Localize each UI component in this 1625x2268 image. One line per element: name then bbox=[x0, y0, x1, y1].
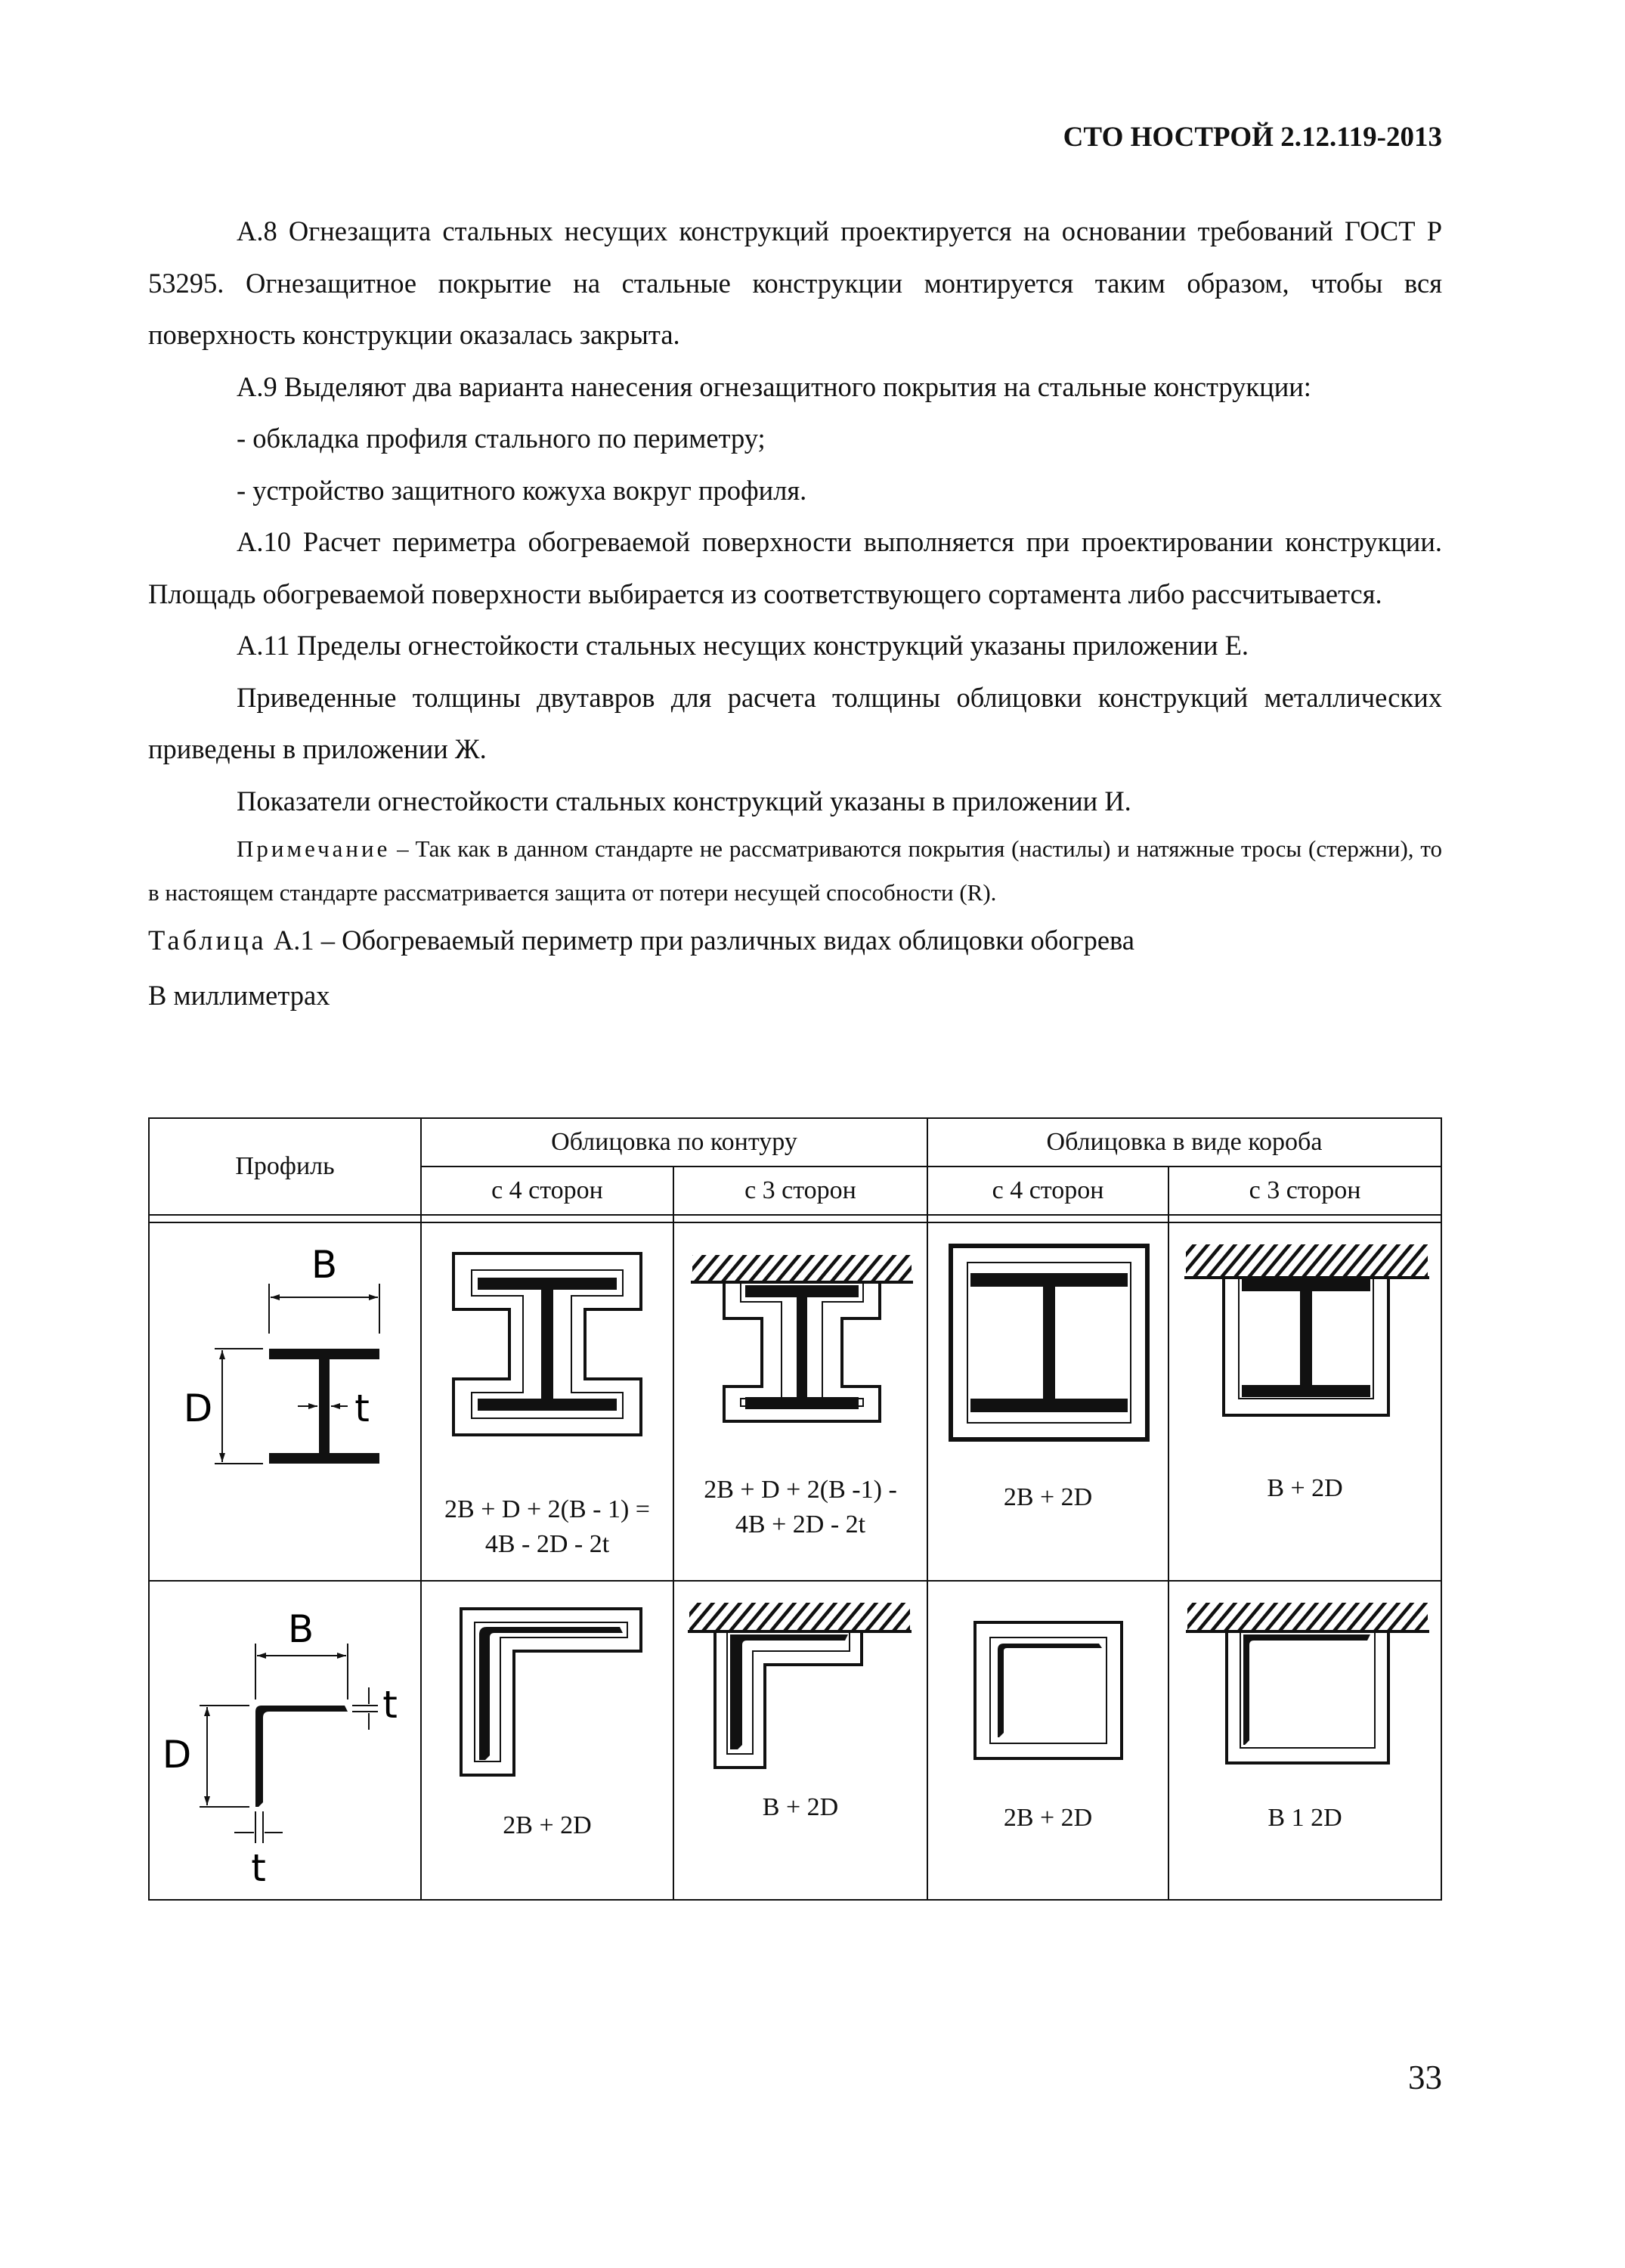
document-header: СТО НОСТРОЙ 2.12.119-2013 bbox=[1063, 122, 1442, 153]
cell-contour-4-angle bbox=[421, 1581, 673, 1900]
paragraph-a9: А.9 Выделяют два варианта нанесения огнезащитного покрытия на стальные конструкции: bbox=[237, 370, 1311, 402]
label-d: D bbox=[183, 1387, 213, 1430]
formula-row1-col1 bbox=[422, 1492, 673, 1562]
box-3-side-diagram bbox=[1169, 1223, 1443, 1465]
formula-row1-col4: B + 2D bbox=[1267, 1474, 1343, 1502]
formula-row2-col4: B 1 2D bbox=[1268, 1804, 1342, 1832]
header-box: Облицовка в виде короба bbox=[927, 1118, 1441, 1167]
cell-contour-3-i bbox=[673, 1222, 927, 1581]
contour-4-angle-diagram bbox=[422, 1582, 675, 1786]
formula-row2-col3: 2B + 2D bbox=[1003, 1804, 1093, 1832]
header-contour: Облицовка по контуру bbox=[421, 1118, 927, 1167]
contour-4-side-diagram bbox=[422, 1223, 675, 1465]
cell-contour-3-angle bbox=[673, 1581, 927, 1900]
table-a1 bbox=[148, 1117, 1442, 1901]
subheader-box-4: с 4 сторон bbox=[927, 1167, 1168, 1215]
cell-box-3-i bbox=[1168, 1222, 1441, 1581]
formula-row2-col1: 2B + 2D bbox=[503, 1811, 592, 1839]
table-units: В миллиметрах bbox=[148, 979, 330, 1011]
page-number: 33 bbox=[1408, 2059, 1442, 2096]
i-beam-icon bbox=[150, 1223, 420, 1580]
formula-line-1: 2B + D + 2(B -1) - bbox=[704, 1476, 897, 1504]
label-b: B bbox=[311, 1243, 338, 1287]
subheader-contour-4: с 4 сторон bbox=[421, 1167, 673, 1215]
bullet-2: - устройство защитного кожуха вокруг профиля. bbox=[237, 474, 807, 506]
contour-3-side-diagram bbox=[674, 1223, 929, 1465]
label-d: D bbox=[162, 1733, 192, 1777]
subheader-box-3: с 3 сторон bbox=[1168, 1167, 1441, 1215]
header-profile: Профиль bbox=[149, 1118, 421, 1215]
subheader-contour-3: с 3 сторон bbox=[673, 1167, 927, 1215]
formula-row1-col3: 2B + 2D bbox=[1003, 1483, 1093, 1511]
angle-icon bbox=[150, 1582, 420, 1899]
paragraph-appendix-zh: Приведенные толщины двутавров для расчета толщины облицовки конструкций металлических приведены в приложении Ж. bbox=[148, 681, 1442, 764]
formula-line-1: 2B + D + 2(B - 1) = bbox=[444, 1495, 650, 1523]
cell-box-4-i bbox=[927, 1222, 1168, 1581]
label-b: B bbox=[287, 1607, 314, 1651]
contour-3-angle-diagram bbox=[674, 1582, 929, 1786]
profile-i-beam bbox=[149, 1222, 421, 1581]
note-text: – Так как в данном стандарте не рассматриваются покрытия (настилы) и натяжные тросы (стержни), то в настоящем стандарте рассматривается защита от потери несущей способности (R). bbox=[148, 835, 1442, 906]
label-t: t bbox=[382, 1683, 398, 1727]
paragraph-appendix-i: Показатели огнестойкости стальных конструкций указаны в приложении И. bbox=[237, 785, 1131, 816]
paragraph-a10: А.10 Расчет периметра обогреваемой поверхности выполняется при проектировании конструкции. Площадь обогреваемой поверхности выбирается из соответствующего сортамента либо рассчитывается. bbox=[148, 526, 1442, 609]
cell-box-3-angle bbox=[1168, 1581, 1441, 1900]
formula-row2-col2: B + 2D bbox=[762, 1793, 839, 1821]
paragraph-a11: А.11 Пределы огнестойкости стальных несущих конструкций указаны приложении Е. bbox=[237, 630, 1249, 661]
table-caption-text: А.1 – Обогреваемый периметр при различных видах облицовки обогрева bbox=[266, 925, 1134, 956]
paragraph-a8: А.8 Огнезащита стальных несущих конструкций проектируется на основании требований ГОСТ Р 53295. Огнезащитное покрытие на стальные конструкции монтируется таким образом, чтобы вся поверхность конструкции оказалась закрыта. bbox=[148, 215, 1442, 350]
note-label: Примечание bbox=[237, 835, 391, 862]
note bbox=[148, 827, 1442, 915]
formula-line-2: 4B + 2D - 2t bbox=[735, 1510, 866, 1538]
table-caption-label: Таблица bbox=[148, 925, 267, 956]
bullet-1: - обкладка профиля стального по периметру; bbox=[237, 423, 766, 454]
body-text bbox=[148, 206, 1442, 1021]
label-t: t bbox=[354, 1387, 370, 1430]
box-4-side-diagram bbox=[928, 1223, 1170, 1465]
table-caption bbox=[148, 915, 1442, 967]
formula-row1-col2 bbox=[674, 1473, 927, 1542]
formula-line-2: 4B - 2D - 2t bbox=[484, 1530, 610, 1558]
cell-contour-4-i bbox=[421, 1222, 673, 1581]
cell-box-4-angle bbox=[927, 1581, 1168, 1900]
profile-angle bbox=[149, 1581, 421, 1900]
label-t-bottom: t bbox=[251, 1846, 266, 1890]
box-3-angle-diagram bbox=[1169, 1582, 1443, 1786]
box-4-angle-diagram bbox=[928, 1582, 1170, 1786]
